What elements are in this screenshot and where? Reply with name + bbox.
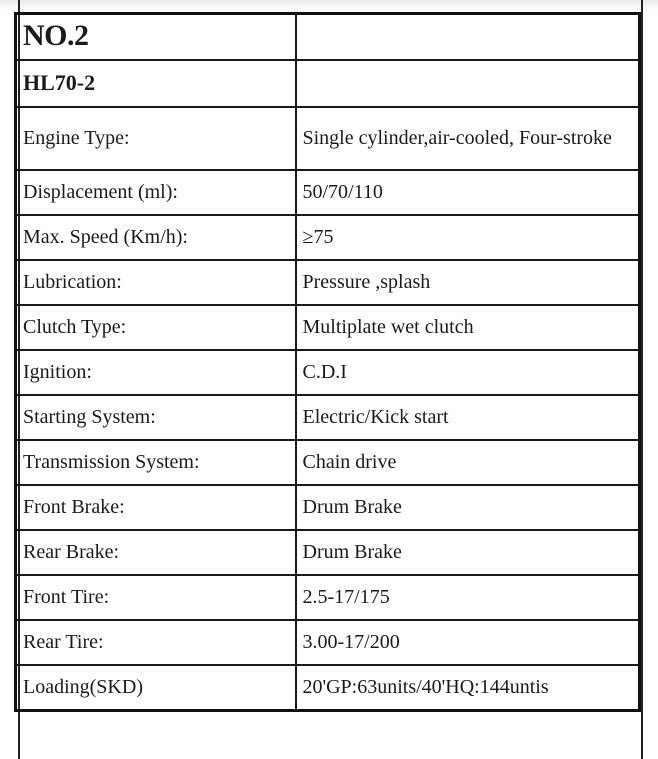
spec-label: Engine Type: — [16, 107, 296, 170]
model-name: HL70-2 — [23, 70, 96, 95]
scan-edge — [0, 0, 658, 10]
spec-label: Front Brake: — [16, 485, 296, 530]
spec-value: Multiplate wet clutch — [296, 305, 640, 350]
table-row — [16, 485, 640, 530]
spec-value: Single cylinder,air-cooled, Four-stroke — [296, 107, 640, 170]
spec-label: Ignition: — [16, 350, 296, 395]
spec-value: 2.5-17/175 — [296, 575, 640, 620]
spec-label: Front Tire: — [16, 575, 296, 620]
spec-value: Drum Brake — [296, 485, 640, 530]
spec-value: 20'GP:63units/40'HQ:144untis — [296, 665, 640, 711]
spec-label: Loading(SKD) — [16, 665, 296, 711]
spec-label: Displacement (ml): — [16, 170, 296, 215]
spec-label: Clutch Type: — [16, 305, 296, 350]
table-row — [16, 440, 640, 485]
spec-label: Starting System: — [16, 395, 296, 440]
table-row — [16, 395, 640, 440]
spec-value: 50/70/110 — [296, 170, 640, 215]
table-row — [16, 170, 640, 215]
table-row — [16, 107, 640, 170]
table-row — [16, 620, 640, 665]
spec-label: Transmission System: — [16, 440, 296, 485]
table-row — [16, 575, 640, 620]
title-row — [16, 14, 640, 61]
model-cell — [16, 60, 296, 107]
spec-label: Lubrication: — [16, 260, 296, 305]
spec-table — [14, 12, 641, 712]
model-empty-cell — [296, 60, 640, 107]
spec-label: Rear Tire: — [16, 620, 296, 665]
title-empty-cell — [296, 14, 640, 61]
table-row — [16, 260, 640, 305]
spec-label: Rear Brake: — [16, 530, 296, 575]
spec-value: Drum Brake — [296, 530, 640, 575]
spec-value: ≥75 — [296, 215, 640, 260]
spec-value: Chain drive — [296, 440, 640, 485]
spec-value: Electric/Kick start — [296, 395, 640, 440]
spec-label: Max. Speed (Km/h): — [16, 215, 296, 260]
table-row — [16, 305, 640, 350]
spec-value: 3.00-17/200 — [296, 620, 640, 665]
model-row — [16, 60, 640, 107]
page-title: NO.2 — [23, 18, 89, 52]
table-row — [16, 665, 640, 711]
page-border-right — [641, 0, 643, 759]
table-row — [16, 350, 640, 395]
spec-value: C.D.I — [296, 350, 640, 395]
spec-value: Pressure ,splash — [296, 260, 640, 305]
title-cell — [16, 14, 296, 61]
table-row — [16, 530, 640, 575]
table-row — [16, 215, 640, 260]
